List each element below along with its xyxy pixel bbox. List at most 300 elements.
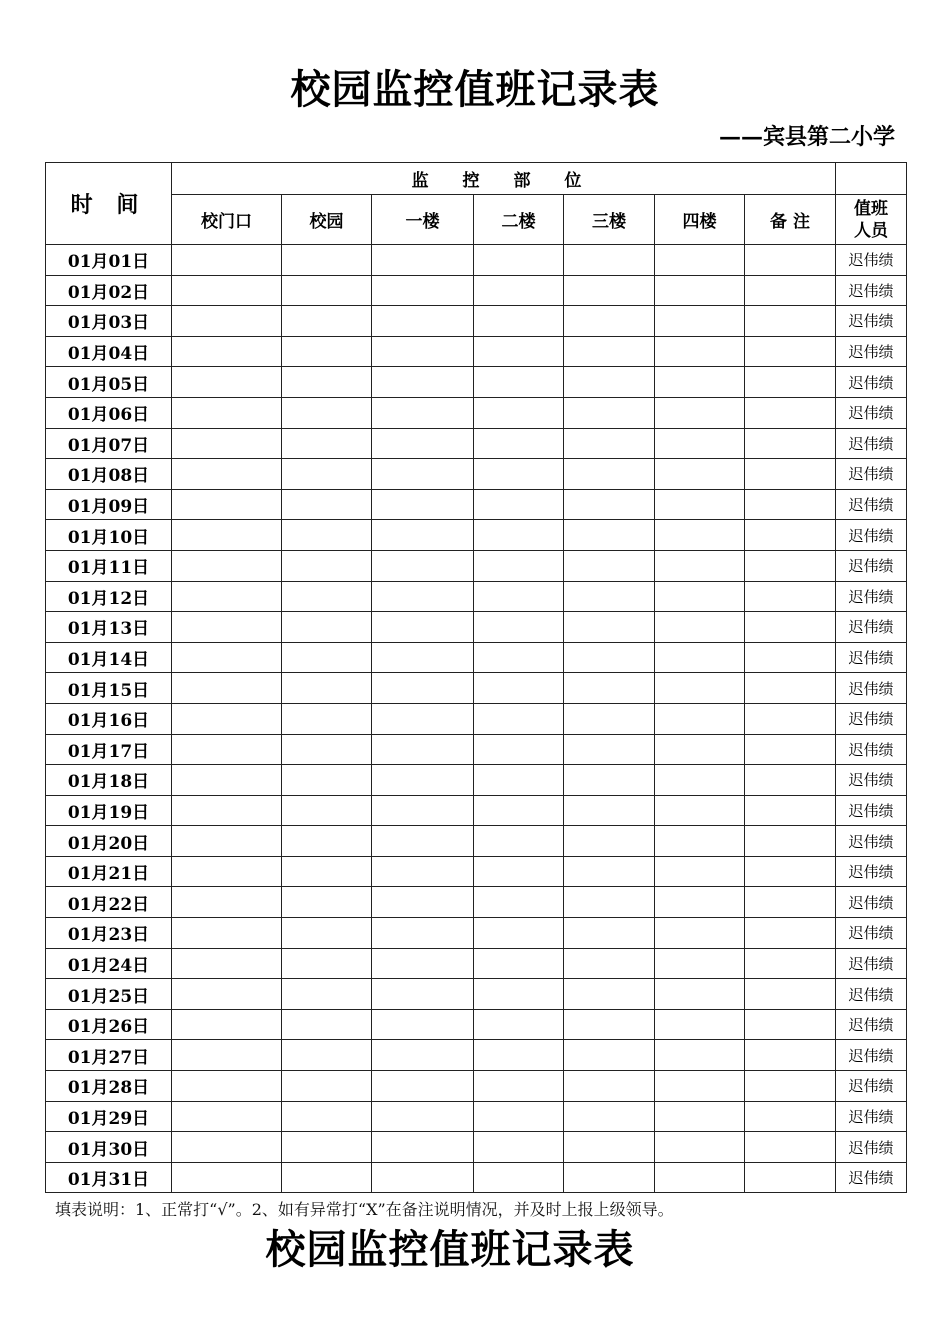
check-cell[interactable] xyxy=(282,856,372,887)
repeated-page-title: 校园监控值班记录表 xyxy=(265,1226,635,1273)
date-cell: 01月05日 xyxy=(46,367,172,398)
check-cell[interactable] xyxy=(282,459,372,490)
duty-person-cell: 迟伟绩 xyxy=(836,612,907,643)
check-cell[interactable] xyxy=(745,1071,836,1102)
duty-person-cell: 迟伟绩 xyxy=(836,275,907,306)
check-cell[interactable] xyxy=(564,1101,655,1132)
check-cell[interactable] xyxy=(282,275,372,306)
check-cell[interactable] xyxy=(282,550,372,581)
check-cell[interactable] xyxy=(474,1162,564,1193)
check-cell[interactable] xyxy=(745,306,836,337)
check-cell[interactable] xyxy=(474,734,564,765)
check-cell[interactable] xyxy=(745,918,836,949)
check-cell[interactable] xyxy=(745,856,836,887)
check-cell[interactable] xyxy=(372,275,474,306)
check-cell[interactable] xyxy=(172,1040,282,1071)
duty-person-cell: 迟伟绩 xyxy=(836,428,907,459)
check-cell[interactable] xyxy=(745,1162,836,1193)
page-title: 校园监控值班记录表 xyxy=(290,66,660,113)
check-cell[interactable] xyxy=(564,581,655,612)
check-cell[interactable] xyxy=(474,979,564,1010)
check-cell[interactable] xyxy=(172,1071,282,1102)
monitor-location-header: 监 控 部 位 xyxy=(172,163,836,195)
check-cell[interactable] xyxy=(172,520,282,551)
check-cell[interactable] xyxy=(655,581,745,612)
check-cell[interactable] xyxy=(282,1162,372,1193)
table-row xyxy=(46,1040,907,1071)
check-cell[interactable] xyxy=(745,336,836,367)
check-cell[interactable] xyxy=(564,856,655,887)
table-row xyxy=(46,489,907,520)
date-cell: 01月06日 xyxy=(46,397,172,428)
check-cell[interactable] xyxy=(172,918,282,949)
check-cell[interactable] xyxy=(172,459,282,490)
duty-person-cell: 迟伟绩 xyxy=(836,887,907,918)
check-cell[interactable] xyxy=(282,642,372,673)
check-cell[interactable] xyxy=(372,703,474,734)
date-cell: 01月27日 xyxy=(46,1040,172,1071)
check-cell[interactable] xyxy=(655,979,745,1010)
check-cell[interactable] xyxy=(172,612,282,643)
check-cell[interactable] xyxy=(372,765,474,796)
check-cell[interactable] xyxy=(474,306,564,337)
table-row xyxy=(46,1162,907,1193)
table-row xyxy=(46,703,907,734)
date-cell: 01月21日 xyxy=(46,856,172,887)
check-cell[interactable] xyxy=(282,336,372,367)
duty-person-cell: 迟伟绩 xyxy=(836,795,907,826)
check-cell[interactable] xyxy=(474,918,564,949)
check-cell[interactable] xyxy=(282,887,372,918)
column-header-floor-2: 二楼 xyxy=(474,195,564,245)
check-cell[interactable] xyxy=(372,581,474,612)
duty-person-cell: 迟伟绩 xyxy=(836,826,907,857)
check-cell[interactable] xyxy=(474,336,564,367)
check-cell[interactable] xyxy=(282,520,372,551)
date-cell: 01月19日 xyxy=(46,795,172,826)
check-cell[interactable] xyxy=(172,245,282,276)
check-cell[interactable] xyxy=(655,1101,745,1132)
check-cell[interactable] xyxy=(564,397,655,428)
check-cell[interactable] xyxy=(745,397,836,428)
check-cell[interactable] xyxy=(474,459,564,490)
table-row xyxy=(46,1071,907,1102)
check-cell[interactable] xyxy=(745,948,836,979)
check-cell[interactable] xyxy=(172,1101,282,1132)
check-cell[interactable] xyxy=(745,765,836,796)
date-cell: 01月01日 xyxy=(46,245,172,276)
column-header-floor-4: 四楼 xyxy=(655,195,745,245)
check-cell[interactable] xyxy=(564,245,655,276)
check-cell[interactable] xyxy=(564,459,655,490)
check-cell[interactable] xyxy=(474,887,564,918)
check-cell[interactable] xyxy=(655,795,745,826)
check-cell[interactable] xyxy=(372,245,474,276)
check-cell[interactable] xyxy=(474,1101,564,1132)
table-row xyxy=(46,520,907,551)
check-cell[interactable] xyxy=(655,642,745,673)
check-cell[interactable] xyxy=(745,1101,836,1132)
check-cell[interactable] xyxy=(372,979,474,1010)
check-cell[interactable] xyxy=(282,306,372,337)
check-cell[interactable] xyxy=(474,550,564,581)
check-cell[interactable] xyxy=(745,245,836,276)
date-cell: 01月24日 xyxy=(46,948,172,979)
check-cell[interactable] xyxy=(745,520,836,551)
check-cell[interactable] xyxy=(474,765,564,796)
check-cell[interactable] xyxy=(745,887,836,918)
check-cell[interactable] xyxy=(474,1071,564,1102)
date-cell: 01月13日 xyxy=(46,612,172,643)
check-cell[interactable] xyxy=(474,1040,564,1071)
check-cell[interactable] xyxy=(372,612,474,643)
check-cell[interactable] xyxy=(655,765,745,796)
column-header-campus: 校园 xyxy=(282,195,372,245)
check-cell[interactable] xyxy=(172,1009,282,1040)
check-cell[interactable] xyxy=(564,336,655,367)
date-cell: 01月14日 xyxy=(46,642,172,673)
date-cell: 01月26日 xyxy=(46,1009,172,1040)
check-cell[interactable] xyxy=(564,1162,655,1193)
check-cell[interactable] xyxy=(564,275,655,306)
table-row xyxy=(46,765,907,796)
check-cell[interactable] xyxy=(172,673,282,704)
check-cell[interactable] xyxy=(282,948,372,979)
duty-person-cell: 迟伟绩 xyxy=(836,336,907,367)
duty-header-line1: 值班 xyxy=(854,198,889,219)
date-cell: 01月03日 xyxy=(46,306,172,337)
date-cell: 01月08日 xyxy=(46,459,172,490)
check-cell[interactable] xyxy=(655,1040,745,1071)
check-cell[interactable] xyxy=(564,948,655,979)
check-cell[interactable] xyxy=(564,428,655,459)
check-cell[interactable] xyxy=(655,826,745,857)
duty-person-cell: 迟伟绩 xyxy=(836,979,907,1010)
check-cell[interactable] xyxy=(745,367,836,398)
check-cell[interactable] xyxy=(655,734,745,765)
check-cell[interactable] xyxy=(172,734,282,765)
check-cell[interactable] xyxy=(564,918,655,949)
check-cell[interactable] xyxy=(282,489,372,520)
check-cell[interactable] xyxy=(172,306,282,337)
date-cell: 01月16日 xyxy=(46,703,172,734)
check-cell[interactable] xyxy=(372,673,474,704)
check-cell[interactable] xyxy=(372,550,474,581)
duty-person-cell: 迟伟绩 xyxy=(836,306,907,337)
check-cell[interactable] xyxy=(564,642,655,673)
check-cell[interactable] xyxy=(172,642,282,673)
check-cell[interactable] xyxy=(172,887,282,918)
check-cell[interactable] xyxy=(474,612,564,643)
check-cell[interactable] xyxy=(474,520,564,551)
date-cell: 01月07日 xyxy=(46,428,172,459)
table-row xyxy=(46,1009,907,1040)
table-row xyxy=(46,612,907,643)
duty-person-cell: 迟伟绩 xyxy=(836,948,907,979)
check-cell[interactable] xyxy=(745,795,836,826)
check-cell[interactable] xyxy=(655,1009,745,1040)
duty-person-cell: 迟伟绩 xyxy=(836,367,907,398)
check-cell[interactable] xyxy=(564,489,655,520)
table-row xyxy=(46,397,907,428)
check-cell[interactable] xyxy=(282,245,372,276)
date-cell: 01月29日 xyxy=(46,1101,172,1132)
check-cell[interactable] xyxy=(655,245,745,276)
check-cell[interactable] xyxy=(564,765,655,796)
check-cell[interactable] xyxy=(655,275,745,306)
table-row xyxy=(46,673,907,704)
check-cell[interactable] xyxy=(564,979,655,1010)
check-cell[interactable] xyxy=(655,1132,745,1163)
duty-log-table xyxy=(45,162,907,1193)
table-row xyxy=(46,428,907,459)
table-row xyxy=(46,1101,907,1132)
check-cell[interactable] xyxy=(745,826,836,857)
check-cell[interactable] xyxy=(655,489,745,520)
check-cell[interactable] xyxy=(372,1071,474,1102)
check-cell[interactable] xyxy=(564,887,655,918)
check-cell[interactable] xyxy=(172,428,282,459)
check-cell[interactable] xyxy=(372,642,474,673)
check-cell[interactable] xyxy=(372,520,474,551)
date-cell: 01月25日 xyxy=(46,979,172,1010)
check-cell[interactable] xyxy=(372,1040,474,1071)
check-cell[interactable] xyxy=(282,979,372,1010)
duty-person-cell: 迟伟绩 xyxy=(836,1040,907,1071)
date-cell: 01月30日 xyxy=(46,1132,172,1163)
check-cell[interactable] xyxy=(282,795,372,826)
check-cell[interactable] xyxy=(172,550,282,581)
date-cell: 01月12日 xyxy=(46,581,172,612)
check-cell[interactable] xyxy=(655,948,745,979)
check-cell[interactable] xyxy=(564,1040,655,1071)
check-cell[interactable] xyxy=(282,826,372,857)
duty-person-cell: 迟伟绩 xyxy=(836,459,907,490)
check-cell[interactable] xyxy=(474,245,564,276)
check-cell[interactable] xyxy=(745,673,836,704)
check-cell[interactable] xyxy=(655,703,745,734)
duty-person-cell: 迟伟绩 xyxy=(836,765,907,796)
check-cell[interactable] xyxy=(474,703,564,734)
check-cell[interactable] xyxy=(282,765,372,796)
check-cell[interactable] xyxy=(655,397,745,428)
check-cell[interactable] xyxy=(655,612,745,643)
check-cell[interactable] xyxy=(372,459,474,490)
check-cell[interactable] xyxy=(172,275,282,306)
table-row xyxy=(46,642,907,673)
check-cell[interactable] xyxy=(745,1009,836,1040)
check-cell[interactable] xyxy=(474,1132,564,1163)
check-cell[interactable] xyxy=(655,459,745,490)
check-cell[interactable] xyxy=(172,1132,282,1163)
check-cell[interactable] xyxy=(655,520,745,551)
check-cell[interactable] xyxy=(172,795,282,826)
check-cell[interactable] xyxy=(282,1071,372,1102)
check-cell[interactable] xyxy=(172,826,282,857)
check-cell[interactable] xyxy=(745,1132,836,1163)
check-cell[interactable] xyxy=(172,489,282,520)
check-cell[interactable] xyxy=(474,428,564,459)
check-cell[interactable] xyxy=(474,367,564,398)
check-cell[interactable] xyxy=(474,489,564,520)
check-cell[interactable] xyxy=(372,826,474,857)
column-header-floor-1: 一楼 xyxy=(372,195,474,245)
check-cell[interactable] xyxy=(372,887,474,918)
check-cell[interactable] xyxy=(655,887,745,918)
check-cell[interactable] xyxy=(372,336,474,367)
table-row xyxy=(46,979,907,1010)
check-cell[interactable] xyxy=(474,642,564,673)
duty-person-cell: 迟伟绩 xyxy=(836,856,907,887)
date-cell: 01月11日 xyxy=(46,550,172,581)
check-cell[interactable] xyxy=(372,1132,474,1163)
check-cell[interactable] xyxy=(745,489,836,520)
table-row xyxy=(46,734,907,765)
check-cell[interactable] xyxy=(745,979,836,1010)
check-cell[interactable] xyxy=(564,1132,655,1163)
table-row xyxy=(46,306,907,337)
check-cell[interactable] xyxy=(372,1162,474,1193)
check-cell[interactable] xyxy=(745,642,836,673)
check-cell[interactable] xyxy=(474,856,564,887)
check-cell[interactable] xyxy=(745,703,836,734)
check-cell[interactable] xyxy=(372,428,474,459)
table-row xyxy=(46,245,907,276)
check-cell[interactable] xyxy=(655,428,745,459)
table-row xyxy=(46,795,907,826)
date-cell: 01月31日 xyxy=(46,1162,172,1193)
check-cell[interactable] xyxy=(474,795,564,826)
check-cell[interactable] xyxy=(282,673,372,704)
table-row xyxy=(46,948,907,979)
check-cell[interactable] xyxy=(372,489,474,520)
check-cell[interactable] xyxy=(655,550,745,581)
check-cell[interactable] xyxy=(372,734,474,765)
check-cell[interactable] xyxy=(745,550,836,581)
check-cell[interactable] xyxy=(172,1162,282,1193)
check-cell[interactable] xyxy=(372,856,474,887)
check-cell[interactable] xyxy=(745,275,836,306)
check-cell[interactable] xyxy=(655,306,745,337)
check-cell[interactable] xyxy=(172,581,282,612)
check-cell[interactable] xyxy=(564,1071,655,1102)
date-cell: 01月20日 xyxy=(46,826,172,857)
column-header-duty-person xyxy=(836,195,907,245)
check-cell[interactable] xyxy=(372,1101,474,1132)
check-cell[interactable] xyxy=(282,612,372,643)
check-cell[interactable] xyxy=(282,581,372,612)
check-cell[interactable] xyxy=(655,856,745,887)
check-cell[interactable] xyxy=(745,1040,836,1071)
duty-person-cell: 迟伟绩 xyxy=(836,673,907,704)
check-cell[interactable] xyxy=(564,795,655,826)
check-cell[interactable] xyxy=(655,336,745,367)
fill-instructions: 填表说明：1、正常打“√”。2、如有异常打“X”在备注说明情况，并及时上报上级领导。 xyxy=(55,1200,674,1219)
check-cell[interactable] xyxy=(282,734,372,765)
duty-person-cell: 迟伟绩 xyxy=(836,1162,907,1193)
check-cell[interactable] xyxy=(282,397,372,428)
check-cell[interactable] xyxy=(282,1101,372,1132)
check-cell[interactable] xyxy=(564,673,655,704)
column-header-floor-3: 三楼 xyxy=(564,195,655,245)
check-cell[interactable] xyxy=(564,520,655,551)
table-row xyxy=(46,887,907,918)
check-cell[interactable] xyxy=(282,703,372,734)
check-cell[interactable] xyxy=(564,703,655,734)
check-cell[interactable] xyxy=(172,367,282,398)
table-row xyxy=(46,550,907,581)
check-cell[interactable] xyxy=(474,275,564,306)
check-cell[interactable] xyxy=(282,1009,372,1040)
check-cell[interactable] xyxy=(745,459,836,490)
check-cell[interactable] xyxy=(745,428,836,459)
table-row xyxy=(46,918,907,949)
check-cell[interactable] xyxy=(564,826,655,857)
check-cell[interactable] xyxy=(655,918,745,949)
check-cell[interactable] xyxy=(655,1162,745,1193)
check-cell[interactable] xyxy=(282,1040,372,1071)
check-cell[interactable] xyxy=(372,1009,474,1040)
date-cell: 01月09日 xyxy=(46,489,172,520)
date-cell: 01月23日 xyxy=(46,918,172,949)
check-cell[interactable] xyxy=(474,948,564,979)
duty-person-cell: 迟伟绩 xyxy=(836,1101,907,1132)
duty-person-cell: 迟伟绩 xyxy=(836,397,907,428)
check-cell[interactable] xyxy=(474,581,564,612)
check-cell[interactable] xyxy=(655,1071,745,1102)
check-cell[interactable] xyxy=(172,948,282,979)
check-cell[interactable] xyxy=(655,367,745,398)
check-cell[interactable] xyxy=(372,948,474,979)
duty-person-cell: 迟伟绩 xyxy=(836,734,907,765)
check-cell[interactable] xyxy=(655,673,745,704)
check-cell[interactable] xyxy=(745,734,836,765)
check-cell[interactable] xyxy=(564,367,655,398)
duty-person-cell: 迟伟绩 xyxy=(836,550,907,581)
check-cell[interactable] xyxy=(474,673,564,704)
check-cell[interactable] xyxy=(172,336,282,367)
check-cell[interactable] xyxy=(172,397,282,428)
duty-person-cell: 迟伟绩 xyxy=(836,703,907,734)
check-cell[interactable] xyxy=(564,734,655,765)
check-cell[interactable] xyxy=(282,918,372,949)
check-cell[interactable] xyxy=(564,612,655,643)
check-cell[interactable] xyxy=(172,979,282,1010)
check-cell[interactable] xyxy=(474,826,564,857)
check-cell[interactable] xyxy=(172,765,282,796)
check-cell[interactable] xyxy=(745,612,836,643)
check-cell[interactable] xyxy=(372,306,474,337)
time-header: 时 间 xyxy=(46,163,172,245)
check-cell[interactable] xyxy=(474,1009,564,1040)
duty-person-cell: 迟伟绩 xyxy=(836,1071,907,1102)
date-cell: 01月28日 xyxy=(46,1071,172,1102)
check-cell[interactable] xyxy=(372,795,474,826)
check-cell[interactable] xyxy=(564,306,655,337)
check-cell[interactable] xyxy=(372,397,474,428)
check-cell[interactable] xyxy=(564,550,655,581)
check-cell[interactable] xyxy=(564,1009,655,1040)
check-cell[interactable] xyxy=(474,397,564,428)
check-cell[interactable] xyxy=(372,918,474,949)
check-cell[interactable] xyxy=(172,703,282,734)
check-cell[interactable] xyxy=(172,856,282,887)
check-cell[interactable] xyxy=(372,367,474,398)
check-cell[interactable] xyxy=(282,428,372,459)
check-cell[interactable] xyxy=(745,581,836,612)
check-cell[interactable] xyxy=(282,367,372,398)
check-cell[interactable] xyxy=(282,1132,372,1163)
